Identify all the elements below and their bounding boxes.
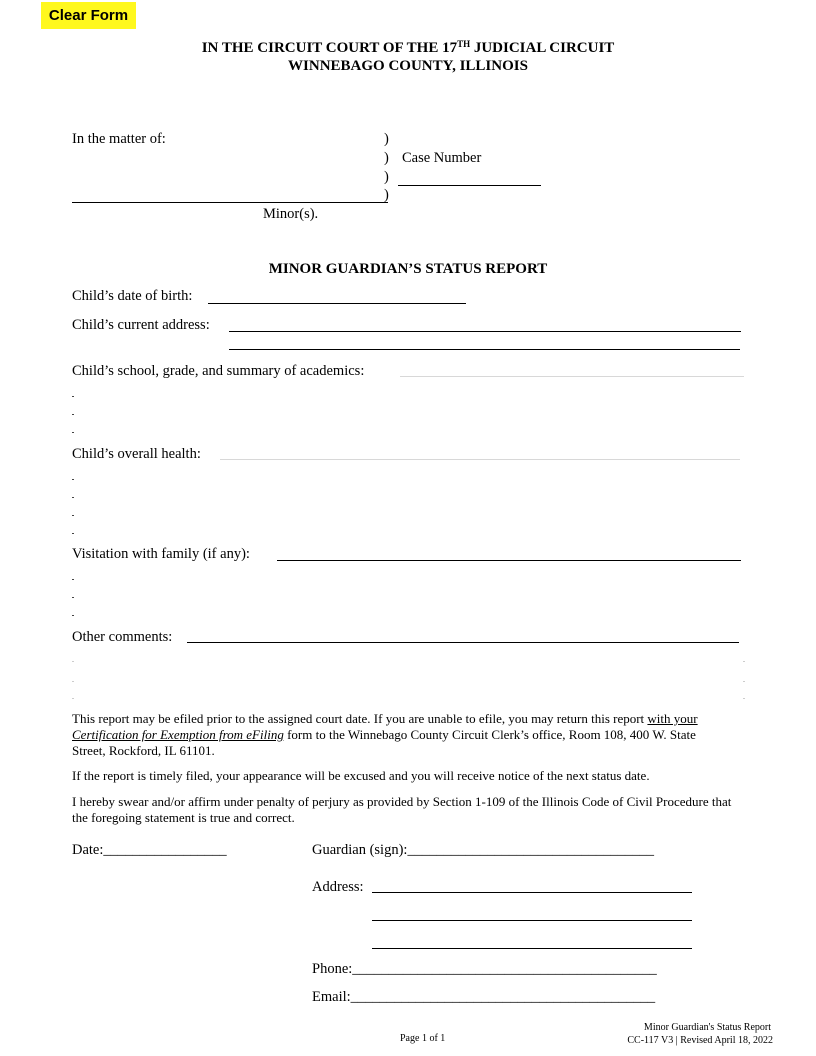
appearance-notice: If the report is timely filed, your appearance will be excused and you will receive notice of the next status date. [72, 768, 650, 783]
visitation-field[interactable] [277, 560, 741, 561]
visitation-line-marker [72, 615, 74, 616]
form-id-footer: CC-117 V3 | Revised April 18, 2022 [627, 1035, 773, 1046]
in-matter-of-label: In the matter of: [72, 131, 166, 147]
guardian-address-line3[interactable] [372, 948, 692, 949]
comments-field[interactable] [187, 642, 739, 643]
health-label: Child’s overall health: [72, 446, 201, 462]
address-label: Child’s current address: [72, 317, 210, 333]
comments-line-marker [743, 698, 745, 699]
date-blank: _________________ [103, 842, 227, 858]
health-line-marker [72, 497, 74, 498]
comments-label: Other comments: [72, 629, 173, 645]
court-heading-part2: JUDICIAL CIRCUIT [470, 40, 615, 56]
caption-paren-3: ) [384, 169, 389, 185]
guardian-blank: __________________________________ [407, 842, 654, 858]
comments-line-marker [743, 681, 745, 682]
date-field[interactable] [72, 842, 227, 859]
case-number-label: Case Number [402, 150, 482, 166]
guardian-address-line1[interactable] [372, 892, 692, 893]
exemption-reference-pre: with your [647, 711, 698, 726]
perjury-statement: I hereby swear and/or affirm under penalty of perjury as provided by Section 1-109 of the Illinois Code of Civil Procedure that the foregoing statement is true and correct. [72, 794, 732, 825]
efile-text-2: form to the Winnebago County Circuit Clerk’s office, Room 108, 400 W. State Street, Rockford, IL 61101. [72, 727, 696, 758]
comments-line-marker [72, 681, 74, 682]
phone-label: Phone: [312, 961, 353, 977]
visitation-label: Visitation with family (if any): [72, 546, 250, 562]
date-label: Date: [72, 842, 104, 858]
county-heading: WINNEBAGO COUNTY, ILLINOIS [288, 58, 528, 74]
school-label: Child’s school, grade, and summary of academics: [72, 363, 365, 379]
exemption-reference-title: Certification for Exemption from eFiling [72, 727, 284, 742]
phone-field[interactable] [312, 961, 657, 978]
address-field-line2[interactable] [229, 349, 740, 350]
guardian-address-line2[interactable] [372, 920, 692, 921]
court-heading-superscript: TH [457, 39, 471, 49]
health-line-marker [72, 479, 74, 480]
comments-line-marker [72, 661, 74, 662]
clear-form-button[interactable]: Clear Form [41, 2, 136, 29]
minor-name-field[interactable] [72, 202, 388, 203]
guardian-address-label: Address: [312, 879, 364, 895]
dob-field[interactable] [208, 303, 466, 304]
comments-line-marker [743, 661, 745, 662]
form-title: MINOR GUARDIAN’S STATUS REPORT [268, 261, 548, 277]
visitation-line-marker [72, 597, 74, 598]
comments-line-marker [72, 698, 74, 699]
email-label: Email: [312, 989, 351, 1005]
health-field[interactable] [220, 459, 740, 460]
efile-instructions [72, 711, 732, 759]
email-blank: __________________________________________ [350, 989, 656, 1005]
case-number-field[interactable] [398, 185, 541, 186]
minors-label: Minor(s). [263, 206, 319, 222]
page-number: Page 1 of 1 [400, 1033, 446, 1044]
caption-paren-4: ) [384, 187, 389, 203]
efile-text-1: This report may be efiled prior to the assigned court date. If you are unable to efile, you may return this report [72, 711, 648, 726]
form-name-footer: Minor Guardian's Status Report [643, 1022, 771, 1033]
court-heading [0, 39, 816, 57]
school-line-marker [72, 414, 74, 415]
health-line-marker [72, 533, 74, 534]
court-heading-part1: IN THE CIRCUIT COURT OF THE 17 [201, 40, 458, 56]
dob-label: Child’s date of birth: [72, 288, 193, 304]
email-field[interactable] [312, 989, 655, 1006]
guardian-signature-field[interactable] [312, 842, 654, 859]
school-field[interactable] [400, 376, 744, 377]
school-line-marker [72, 396, 74, 397]
health-line-marker [72, 515, 74, 516]
caption-paren-2: ) [384, 150, 389, 166]
school-line-marker [72, 432, 74, 433]
visitation-line-marker [72, 579, 74, 580]
guardian-label: Guardian (sign): [312, 842, 408, 858]
address-field-line1[interactable] [229, 331, 741, 332]
caption-paren-1: ) [384, 131, 389, 147]
phone-blank: __________________________________________ [352, 961, 657, 977]
